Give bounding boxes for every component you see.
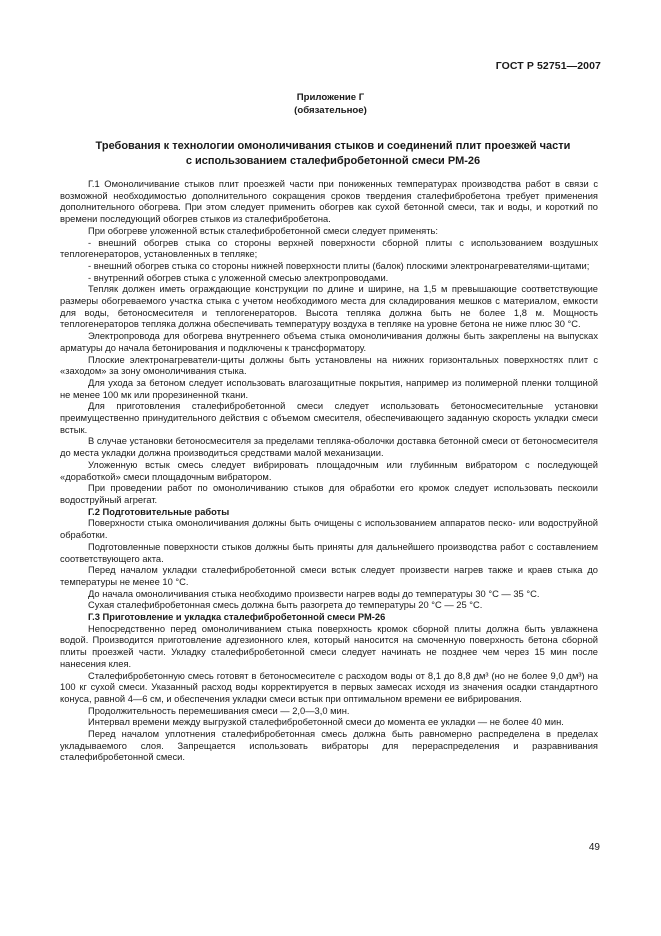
appendix-status: (обязательное) [294,105,367,116]
paragraph: Перед началом уплотнения сталефибробетонная смесь должна быть равномерно распределена в пределах укладываемого слоя. Запрещается использовать вибраторы для перераспределения и разравнивания сталефибробетонной смеси. [60,729,598,763]
paragraph: При проведении работ по омоноличиванию стыков для обработки его кромок следует использовать пескоили водоструйный агрегат. [60,483,598,505]
paragraph: Продолжительность перемешивания смеси — 2,0—3,0 мин. [88,705,350,716]
subsection-heading: Г.3 Приготовление и укладка сталефибробетонной смеси РМ-26 [88,612,386,623]
paragraph: Электропровода для обогрева внутреннего объема стыка омоноличивания должны быть закреплены на выпусках арматуры до начала бетонирования и подключены к трансформатору. [60,331,598,353]
section-title [60,139,606,169]
paragraph: - внешний обогрев стыка со стороны верхней поверхности сборной плиты с использованием воздушных теплогенераторов, установленных в тепляке; [60,237,598,260]
paragraph: Перед началом укладки сталефибробетонной смеси встык следует произвести нагрев также и краев стыка до температуры не менее 10 °С. [60,565,598,587]
paragraph: Для ухода за бетоном следует использовать влагозащитные покрытия, например из полимерной пленки толщиной не менее 100 мк или прорезиненной ткани. [60,377,598,400]
paragraph: Непосредственно перед омоноличиванием стыка поверхность кромок сборной плиты должна быть увлажнена водой. Производится приготовление адгезионного клея, который наносится на смоченную поверхность бетона сборной плиты проезжей части. Укладку сталефибробетонной смеси следует начинать не позднее чем через 15 мин после нанесения клея. [60,623,598,669]
document-code: ГОСТ Р 52751—2007 [495,60,601,72]
paragraph: В случае установки бетоносмесителя за пределами тепляка-оболочки доставка бетонной смеси от бетоносмесителя до места укладки должна производиться средствами малой механизации. [60,436,598,459]
paragraph: Уложенную встык смесь следует вибрировать площадочным или глубинным вибратором с последующей «доработкой» смеси площадочным вибратором. [60,459,598,482]
paragraph: Поверхности стыка омоноличивания должны быть очищены с использованием аппаратов песко- или водоструйной обработки. [60,518,598,541]
paragraph: Для приготовления сталефибробетонной смеси следует использовать бетоносмесительные установки преимущественно принудительного действия с объемом смесителя, обеспечивающего заданную скорость укладки смеси встык. [60,401,598,435]
paragraph: - внешний обогрев стыка со стороны нижней поверхности плиты (балок) плоскими электронагревателями-щитами; [88,260,590,271]
paragraph: Г.1 Омоноличивание стыков плит проезжей части при пониженных температурах производства работ в связи с возможной необходимостью дополнительного сокращения сроков твердения сталефибробетона требует применения дополнительного обогрева. При этом следует применить обогрев как сухой бетонной смеси, так и воды, и короткий по времени последующий обогрев стыков из сталефибробетона. [60,179,598,225]
section-title-line2: с использованием сталефибробетонной смеси РМ-26 [185,155,481,167]
appendix-heading [0,91,661,117]
paragraph: При обогреве уложенной встык сталефибробетонной смеси следует применять: [88,225,438,236]
paragraph: Сухая сталефибробетонная смесь должна быть разогрета до температуры 20 °С — 25 °С. [88,600,483,611]
paragraph: Сталефибробетонную смесь готовят в бетоносмесителе с расходом воды от 8,1 до 8,8 дм³ (но не более 9,0 дм³) на 100 кг сухой смеси. Указанный расход воды корректируется в первых замесах исходя из значения осадки стандартного конуса, равной 4—6 см, и обеспечения укладки смеси встык при оптимальном времени ее вибрирования. [60,670,598,704]
appendix-title: Приложение Г [296,92,365,103]
paragraph: Плоские электронагреватели-щиты должны быть установлены на нижних горизонтальных поверхностях плит с «заходом» за зону омоноличивания стыка. [60,354,598,377]
paragraph: До начала омоноличивания стыка необходимо произвести нагрев воды до температуры 30 °С — 35 °С. [88,588,540,599]
paragraph: Подготовленные поверхности стыков должны быть приняты для дальнейшего производства работ с составлением соответствующего акта. [60,541,598,564]
section-title-line1: Требования к технологии омоноличивания стыков и соединений плит проезжей части [95,140,571,152]
body-text [60,179,598,764]
paragraph: Тепляк должен иметь ограждающие конструкции по длине и ширине, на 1,5 м превышающие соответствующие размеры обогреваемого участка стыка с учетом необходимого места для складирования мешков с материалом, емкости для воды, бетоносмесителя и теплогенераторов. Высота тепляка должна быть не более 1,8 м. Мощность теплогенераторов тепляка должна обеспечивать температуру воздуха в тепляке на уровне бетона не ниже плюс 30 °С. [60,284,598,330]
subsection-heading: Г.2 Подготовительные работы [88,506,230,517]
paragraph: - внутренний обогрев стыка с уложенной смесью электропроводами. [88,272,389,283]
page-number: 49 [588,842,600,853]
paragraph: Интервал времени между выгрузкой сталефибробетонной смеси до момента ее укладки — не более 40 мин. [88,717,564,728]
